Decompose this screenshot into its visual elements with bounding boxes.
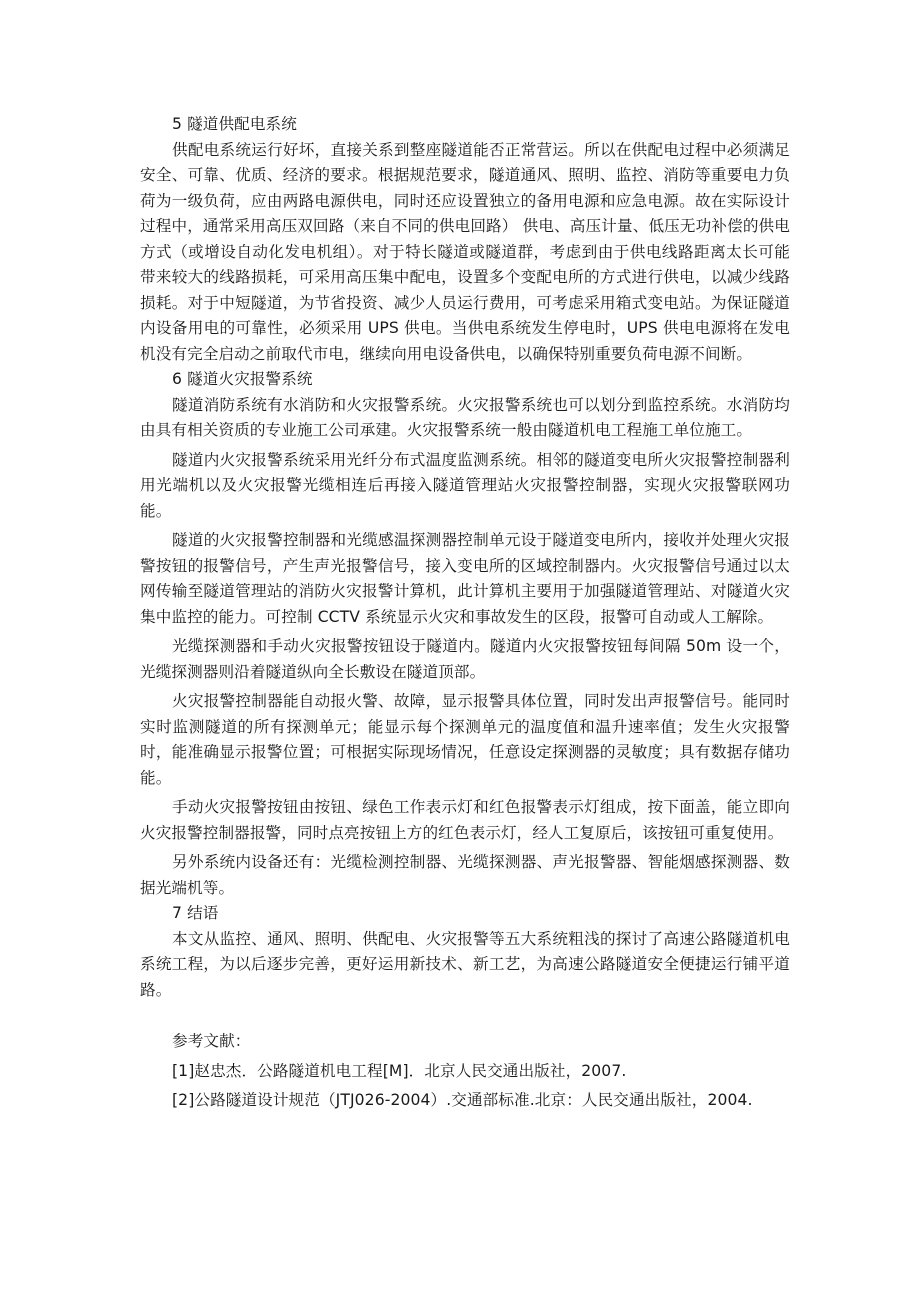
paragraph: 另外系统内设备还有：光缆检测控制器、光缆探测器、声光报警器、智能烟感探测器、数据光端机等。: [140, 853, 790, 897]
section-heading-conclusion: 7 结语: [172, 904, 219, 922]
paragraph: 隧道消防系统有水消防和火灾报警系统。火灾报警系统也可以划分到监控系统。水消防均由具有相关资质的专业施工公司承建。火灾报警系统一般由隧道机电工程施工单位施工。: [140, 395, 790, 439]
paragraph: 隧道的火灾报警控制器和光缆感温探测器控制单元设于隧道变电所内，接收并处理火灾报警按钮的报警信号，产生声光报警信号，接入变电所的区域控制器内。火灾报警信号通过以太网传输至隧道管理站的消防火灾报警计算机，此计算机主要用于加强隧道管理站、对隧道火灾集中监控的能力。可控制 CCTV 系统显示火灾和事故发生的区段，报警可自动或人工解除。: [140, 531, 790, 626]
references: [140, 1029, 790, 1114]
document-body: [140, 112, 790, 1114]
paragraph: 本文从监控、通风、照明、供配电、火灾报警等五大系统粗浅的探讨了高速公路隧道机电系统工程，为以后逐步完善，更好运用新技术、新工艺，为高速公路隧道安全便捷运行铺平道路。: [140, 929, 790, 999]
paragraph: 火灾报警控制器能自动报火警、故障，显示报警具体位置，同时发出声报警信号。能同时实时监测隧道的所有探测单元；能显示每个探测单元的温度值和温升速率值；发生火灾报警时，能准确显示报警位置；可根据实际现场情况，任意设定探测器的灵敏度；具有数据存储功能。: [140, 692, 790, 787]
reference-item: [2]公路隧道设计规范（JTJ026-2004）.交通部标准.北京：人民交通出版社，2004.: [172, 1091, 753, 1109]
section-heading-fire-alarm: 6 隧道火灾报警系统: [172, 370, 313, 388]
references-title: 参考文献：: [172, 1032, 251, 1050]
section-heading-power-supply: 5 隧道供配电系统: [172, 115, 297, 133]
paragraph: 手动火灾报警按钮由按钮、绿色工作表示灯和红色报警表示灯组成，按下面盖，能立即向火灾报警控制器报警，同时点亮按钮上方的红色表示灯，经人工复原后，该按钮可重复使用。: [140, 798, 790, 842]
paragraph: 光缆探测器和手动火灾报警按钮设于隧道内。隧道内火灾报警按钮每间隔 50m 设一个，光缆探测器则沿着隧道纵向全长敷设在隧道顶部。: [140, 637, 790, 681]
paragraph: 供配电系统运行好坏，直接关系到整座隧道能否正常营运。所以在供配电过程中必须满足安全、可靠、优质、经济的要求。根据规范要求，隧道通风、照明、监控、消防等重要电力负荷为一级负荷，应由两路电源供电，同时还应设置独立的备用电源和应急电源。故在实际设计过程中，通常采用高压双回路（来自不同的供电回路） 供电、高压计量、低压无功补偿的供电方式（或增设自动化发电机组）。对于特长隧道或隧道群，考虑到由于供电线路距离太长可能带来较大的线路损耗，可采用高压集中配电，设置多个变配电所的方式进行供电，以减少线路损耗。对于中短隧道，为节省投资、减少人员运行费用，可考虑采用箱式变电站。为保证隧道内设备用电的可靠性，必须采用 UPS 供电。当供电系统发生停电时，UPS 供电电源将在发电机没有完全启动之前取代市电，继续向用电设备供电，以确保特别重要负荷电源不间断。: [140, 140, 790, 363]
paragraph: 隧道内火灾报警系统采用光纤分布式温度监测系统。相邻的隧道变电所火灾报警控制器利用光端机以及火灾报警光缆相连后再接入隧道管理站火灾报警控制器，实现火灾报警联网功能。: [140, 450, 790, 520]
reference-item: [1]赵忠杰．公路隧道机电工程[M]．北京人民交通出版社，2007.: [172, 1061, 627, 1080]
